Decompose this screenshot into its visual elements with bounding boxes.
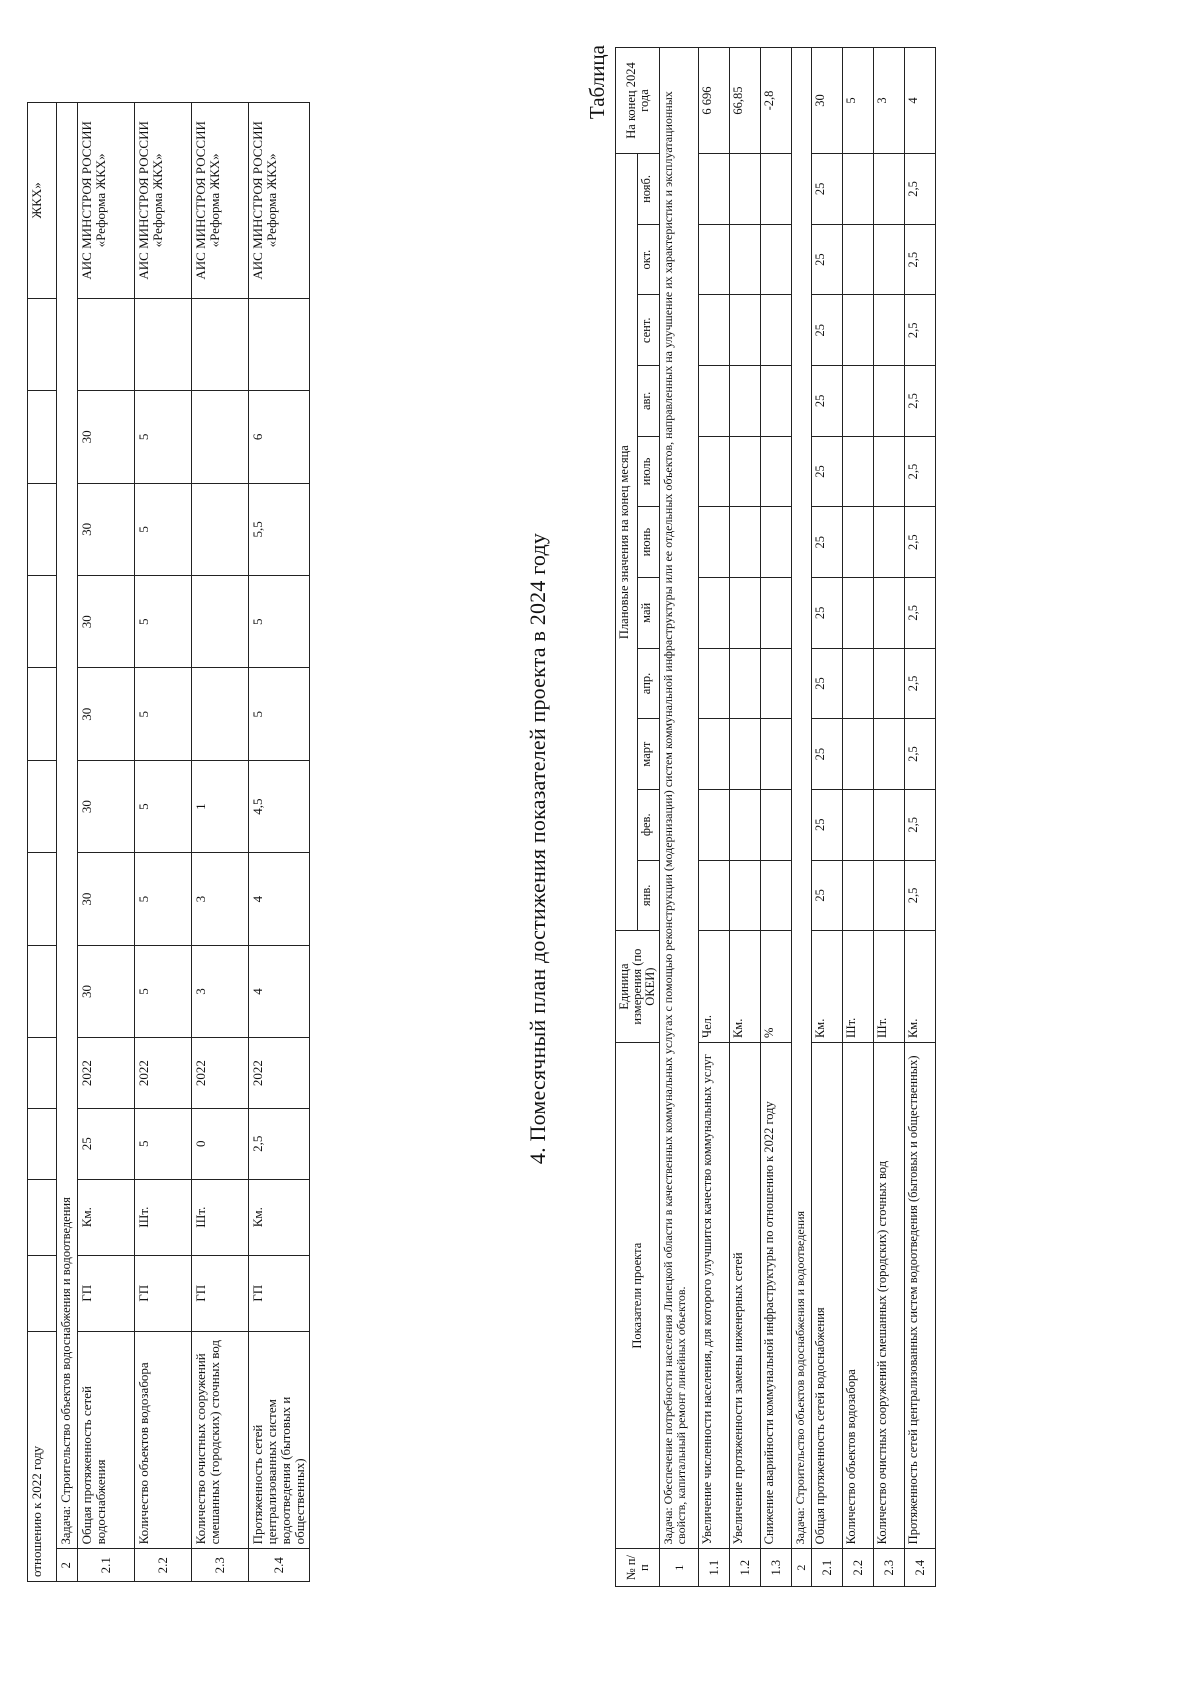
indicator-name: Снижение аварийности коммунальной инфраструктуры по отношению к 2022 году — [761, 1043, 792, 1549]
year-end-value: 66,85 — [730, 48, 761, 154]
month-value: 25 — [812, 648, 843, 719]
base-value: 0 — [192, 1108, 249, 1179]
month-value — [874, 436, 905, 507]
indicator-unit: Км. — [905, 931, 936, 1043]
table-row — [249, 103, 310, 1582]
month-value — [699, 366, 730, 437]
header-number: № п/п — [616, 1549, 660, 1587]
month-value — [699, 648, 730, 719]
value-cell: 6 — [249, 391, 310, 483]
month-value — [761, 719, 792, 790]
month-value — [699, 224, 730, 295]
header-year-end: На конец 2024 года — [616, 48, 660, 154]
month-value: 2,5 — [905, 224, 936, 295]
month-value — [730, 648, 761, 719]
month-value — [874, 578, 905, 649]
source-cell: АИС МИНСТРОЯ РОССИИ «Реформа ЖКХ» — [135, 103, 192, 299]
month-value — [699, 789, 730, 860]
month-value — [874, 648, 905, 719]
month-value — [843, 578, 874, 649]
month-value: 25 — [812, 507, 843, 578]
month-value — [843, 860, 874, 931]
value-cell: 30 — [78, 853, 135, 945]
table-row — [78, 103, 135, 1582]
month-value: 2,5 — [905, 507, 936, 578]
indicator-name: Количество объектов водозабора — [843, 1043, 874, 1549]
source-cell: АИС МИНСТРОЯ РОССИИ «Реформа ЖКХ» — [192, 103, 249, 299]
value-cell: 5 — [135, 391, 192, 483]
section-heading: 4. Помесячный план достижения показателей проекта в 2024 году — [525, 532, 550, 1165]
month-value: 2,5 — [905, 366, 936, 437]
row-label: отношению к 2022 году — [28, 1331, 57, 1581]
month-value — [843, 507, 874, 578]
month-value: 25 — [812, 154, 843, 225]
header-unit: Единица измерения (по ОКЕИ) — [616, 931, 660, 1043]
month-value — [874, 860, 905, 931]
source-cell: ЖКХ» — [28, 103, 57, 299]
header-month: фев. — [638, 789, 660, 860]
month-value — [843, 224, 874, 295]
header-month: май — [638, 578, 660, 649]
row-number: 2.4 — [249, 1549, 310, 1582]
month-value — [761, 648, 792, 719]
indicator-unit: Км. — [78, 1179, 135, 1255]
source-cell: АИС МИНСТРОЯ РОССИИ «Реформа ЖКХ» — [249, 103, 310, 299]
table-row — [874, 48, 905, 1587]
indicator-type: ГП — [78, 1255, 135, 1331]
month-value — [874, 789, 905, 860]
month-value — [761, 436, 792, 507]
row-number: 2.2 — [135, 1549, 192, 1582]
indicator-unit: Шт. — [135, 1179, 192, 1255]
month-value: 2,5 — [905, 719, 936, 790]
table-row — [843, 48, 874, 1587]
task-text: Задача: Строительство объектов водоснабжения и водоотведения — [57, 103, 78, 1549]
value-cell: 5 — [135, 576, 192, 668]
month-value: 25 — [812, 366, 843, 437]
month-value: 25 — [812, 578, 843, 649]
indicator-unit: Шт. — [874, 931, 905, 1043]
indicator-unit: Шт. — [843, 931, 874, 1043]
month-value — [699, 507, 730, 578]
month-value — [843, 648, 874, 719]
source-cell: АИС МИНСТРОЯ РОССИИ «Реформа ЖКХ» — [78, 103, 135, 299]
month-value — [761, 789, 792, 860]
row-number: 1.1 — [699, 1549, 730, 1587]
row-number: 2.3 — [874, 1549, 905, 1587]
header-month: авг. — [638, 366, 660, 437]
month-value — [843, 789, 874, 860]
month-value — [874, 366, 905, 437]
month-value: 25 — [812, 860, 843, 931]
table-row — [135, 103, 192, 1582]
task-number: 2 — [57, 1549, 78, 1582]
task-number: 2 — [792, 1549, 812, 1587]
month-value — [730, 154, 761, 225]
value-cell: 3 — [192, 853, 249, 945]
month-value: 25 — [812, 789, 843, 860]
header-month: окт. — [638, 224, 660, 295]
month-value — [699, 295, 730, 366]
header-indicator: Показатели проекта — [616, 1043, 660, 1549]
month-value — [730, 224, 761, 295]
indicator-unit: Км. — [812, 931, 843, 1043]
month-value — [843, 154, 874, 225]
base-year: 2022 — [192, 1038, 249, 1109]
month-value — [730, 436, 761, 507]
value-cell: 30 — [78, 391, 135, 483]
header-month: апр. — [638, 648, 660, 719]
indicator-unit: Чел. — [699, 931, 730, 1043]
value-cell: 5 — [249, 576, 310, 668]
row-number: 2.2 — [843, 1549, 874, 1587]
year-end-value: 6 696 — [699, 48, 730, 154]
monthly-plan-table — [615, 47, 936, 1587]
header-months-group: Плановые значения на конец месяца — [616, 154, 638, 931]
value-cell: 3 — [192, 945, 249, 1037]
month-value — [761, 860, 792, 931]
month-value — [699, 578, 730, 649]
base-year: 2022 — [78, 1038, 135, 1109]
month-value — [874, 154, 905, 225]
month-value — [730, 295, 761, 366]
month-value — [843, 366, 874, 437]
year-end-value: -2,8 — [761, 48, 792, 154]
month-value — [843, 719, 874, 790]
value-cell: 5 — [135, 483, 192, 575]
task-text: Задача: Строительство объектов водоснабжения и водоотведения — [792, 48, 812, 1549]
indicator-name: Увеличение численности населения, для которого улучшится качество коммунальных услуг — [699, 1043, 730, 1549]
month-value: 2,5 — [905, 860, 936, 931]
table-row — [28, 103, 57, 1582]
month-value — [761, 295, 792, 366]
month-value — [874, 224, 905, 295]
header-month: июнь — [638, 507, 660, 578]
month-value — [730, 789, 761, 860]
table-caption: Таблица — [585, 45, 609, 120]
indicator-name: Количество очистных сооружений смешанных (городских) сточных вод — [874, 1043, 905, 1549]
table-row — [730, 48, 761, 1587]
table-row — [699, 48, 730, 1587]
value-cell: 5 — [249, 668, 310, 760]
header-month: сент. — [638, 295, 660, 366]
indicators-table-continued — [27, 102, 310, 1582]
base-value: 2,5 — [249, 1108, 310, 1179]
indicator-name: Общая протяженность сетей водоснабжения — [78, 1331, 135, 1549]
value-cell: 5 — [135, 668, 192, 760]
month-value — [761, 224, 792, 295]
value-cell: 30 — [78, 576, 135, 668]
month-value — [843, 436, 874, 507]
table-row — [192, 103, 249, 1582]
value-cell: 5 — [135, 760, 192, 852]
month-value: 25 — [812, 224, 843, 295]
value-cell: 5 — [135, 945, 192, 1037]
month-value: 2,5 — [905, 436, 936, 507]
indicator-type: ГП — [192, 1255, 249, 1331]
value-cell: 4 — [249, 853, 310, 945]
value-cell: 5,5 — [249, 483, 310, 575]
value-cell: 4,5 — [249, 760, 310, 852]
month-value — [699, 719, 730, 790]
month-value — [874, 295, 905, 366]
value-cell: 30 — [78, 760, 135, 852]
value-cell: 30 — [78, 668, 135, 760]
task-number: 1 — [660, 1549, 699, 1587]
base-value: 25 — [78, 1108, 135, 1179]
row-number: 2.1 — [78, 1549, 135, 1582]
indicator-unit: % — [761, 931, 792, 1043]
base-value: 5 — [135, 1108, 192, 1179]
row-number: 2.1 — [812, 1549, 843, 1587]
indicator-name: Общая протяженность сетей водоснабжения — [812, 1043, 843, 1549]
month-value: 2,5 — [905, 154, 936, 225]
task-row — [792, 48, 812, 1587]
month-value — [730, 860, 761, 931]
table-row — [812, 48, 843, 1587]
value-cell: 30 — [78, 945, 135, 1037]
month-value — [699, 860, 730, 931]
month-value — [874, 507, 905, 578]
header-month: янв. — [638, 860, 660, 931]
row-number: 1.2 — [730, 1549, 761, 1587]
month-value: 2,5 — [905, 295, 936, 366]
value-cell: 30 — [78, 483, 135, 575]
month-value — [730, 366, 761, 437]
header-month: март — [638, 719, 660, 790]
task-row — [57, 103, 78, 1582]
year-end-value: 4 — [905, 48, 936, 154]
base-year: 2022 — [135, 1038, 192, 1109]
month-value — [874, 719, 905, 790]
row-number: 1.3 — [761, 1549, 792, 1587]
month-value: 25 — [812, 436, 843, 507]
indicator-type: ГП — [135, 1255, 192, 1331]
indicator-type: ГП — [249, 1255, 310, 1331]
header-row — [616, 48, 638, 1587]
month-value — [761, 507, 792, 578]
indicator-unit: Км. — [730, 931, 761, 1043]
year-end-value: 3 — [874, 48, 905, 154]
indicator-name: Протяженность сетей централизованных систем водоотведения (бытовых и общественных) — [249, 1331, 310, 1549]
monthly-plan-body — [660, 48, 936, 1587]
indicator-unit: Шт. — [192, 1179, 249, 1255]
month-value — [699, 436, 730, 507]
month-value: 2,5 — [905, 789, 936, 860]
value-cell: 4 — [249, 945, 310, 1037]
table-row — [905, 48, 936, 1587]
value-cell: 1 — [192, 760, 249, 852]
year-end-value: 5 — [843, 48, 874, 154]
indicator-name: Протяженность сетей централизованных систем водоотведения (бытовых и общественных) — [905, 1043, 936, 1549]
year-end-value: 30 — [812, 48, 843, 154]
month-value — [761, 578, 792, 649]
month-value — [699, 154, 730, 225]
row-number: 2.4 — [905, 1549, 936, 1587]
month-value — [730, 719, 761, 790]
indicator-unit: Км. — [249, 1179, 310, 1255]
header-month: нояб. — [638, 154, 660, 225]
indicator-name: Количество очистных сооружений смешанных (городских) сточных вод — [192, 1331, 249, 1549]
row-number: 2.3 — [192, 1549, 249, 1582]
month-value: 25 — [812, 295, 843, 366]
base-year: 2022 — [249, 1038, 310, 1109]
month-value — [730, 507, 761, 578]
month-value — [761, 366, 792, 437]
month-value — [730, 578, 761, 649]
month-value — [761, 154, 792, 225]
task-row — [660, 48, 699, 1587]
month-value: 2,5 — [905, 648, 936, 719]
indicator-name: Увеличение протяженности замены инженерных сетей — [730, 1043, 761, 1549]
indicator-name: Количество объектов водозабора — [135, 1331, 192, 1549]
month-value: 25 — [812, 719, 843, 790]
header-month: июль — [638, 436, 660, 507]
month-value: 2,5 — [905, 578, 936, 649]
value-cell: 5 — [135, 853, 192, 945]
task-text: Задача: Обеспечение потребности населения Липецкой области в качественных коммунальных услугах с помощью реконструкции (модернизации) систем коммунальной инфраструктуры или ее отдельных объектов, направленных на улучшение их характеристик и эксплуатационных свойств, капитальный ремонт линейных объектов. — [660, 48, 699, 1549]
table-row — [761, 48, 792, 1587]
month-value — [843, 295, 874, 366]
